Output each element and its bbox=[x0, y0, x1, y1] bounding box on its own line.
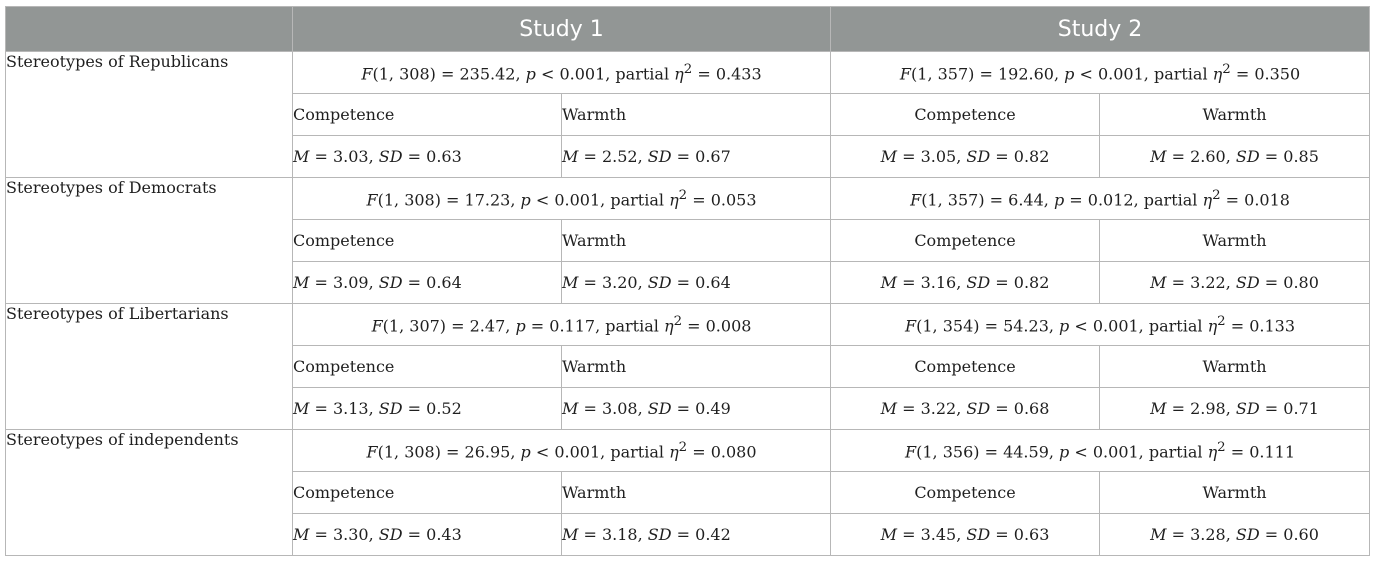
warmth-label: Warmth bbox=[1100, 220, 1370, 262]
f-stat-cell: F(1, 308) = 26.95, p < 0.001, partial $\eta^2 = 0.080$ bbox=[293, 430, 831, 472]
mean-sd-cell: M = 3.13, SD = 0.52 bbox=[293, 388, 562, 430]
mean-sd-cell: M = 3.16, SD = 0.82 bbox=[831, 262, 1100, 304]
table-row bbox=[6, 52, 1370, 94]
warmth-label: Warmth bbox=[562, 472, 831, 514]
mean-sd-cell: M = 3.22, SD = 0.68 bbox=[831, 388, 1100, 430]
mean-sd-cell: M = 2.52, SD = 0.67 bbox=[562, 136, 831, 178]
f-stat-cell: F(1, 308) = 235.42, p < 0.001, partial $\eta^2 = 0.433$ bbox=[293, 52, 831, 94]
mean-sd-cell: M = 3.22, SD = 0.80 bbox=[1100, 262, 1370, 304]
row-label: Stereotypes of Libertarians bbox=[6, 304, 293, 430]
competence-label: Competence bbox=[293, 346, 562, 388]
header-study-2: Study 2 bbox=[831, 7, 1370, 52]
warmth-label: Warmth bbox=[562, 346, 831, 388]
mean-sd-cell: M = 2.60, SD = 0.85 bbox=[1100, 136, 1370, 178]
mean-sd-cell: M = 2.98, SD = 0.71 bbox=[1100, 388, 1370, 430]
competence-label: Competence bbox=[831, 220, 1100, 262]
warmth-label: Warmth bbox=[1100, 346, 1370, 388]
mean-sd-cell: M = 3.08, SD = 0.49 bbox=[562, 388, 831, 430]
f-stat-cell: F(1, 357) = 6.44, p = 0.012, partial $\eta^2 = 0.018$ bbox=[831, 178, 1370, 220]
mean-sd-cell: M = 3.20, SD = 0.64 bbox=[562, 262, 831, 304]
mean-sd-cell: M = 3.30, SD = 0.43 bbox=[293, 514, 562, 556]
table-row bbox=[6, 430, 1370, 472]
f-stat-cell: F(1, 354) = 54.23, p < 0.001, partial $\eta^2 = 0.133$ bbox=[831, 304, 1370, 346]
competence-label: Competence bbox=[831, 346, 1100, 388]
competence-label: Competence bbox=[293, 472, 562, 514]
warmth-label: Warmth bbox=[562, 220, 831, 262]
f-stat-cell: F(1, 357) = 192.60, p < 0.001, partial $\eta^2 = 0.350$ bbox=[831, 52, 1370, 94]
warmth-label: Warmth bbox=[1100, 472, 1370, 514]
warmth-label: Warmth bbox=[1100, 94, 1370, 136]
f-stat-cell: F(1, 308) = 17.23, p < 0.001, partial $\eta^2 = 0.053$ bbox=[293, 178, 831, 220]
mean-sd-cell: M = 3.28, SD = 0.60 bbox=[1100, 514, 1370, 556]
row-label: Stereotypes of Republicans bbox=[6, 52, 293, 178]
mean-sd-cell: M = 3.05, SD = 0.82 bbox=[831, 136, 1100, 178]
mean-sd-cell: M = 3.18, SD = 0.42 bbox=[562, 514, 831, 556]
f-stat-cell: F(1, 356) = 44.59, p < 0.001, partial $\eta^2 = 0.111$ bbox=[831, 430, 1370, 472]
header-row bbox=[6, 7, 1370, 52]
competence-label: Competence bbox=[293, 94, 562, 136]
table-row bbox=[6, 304, 1370, 346]
mean-sd-cell: M = 3.09, SD = 0.64 bbox=[293, 262, 562, 304]
stereotype-anova-table bbox=[5, 6, 1370, 556]
row-label: Stereotypes of independents bbox=[6, 430, 293, 556]
competence-label: Competence bbox=[293, 220, 562, 262]
competence-label: Competence bbox=[831, 472, 1100, 514]
warmth-label: Warmth bbox=[562, 94, 831, 136]
mean-sd-cell: M = 3.03, SD = 0.63 bbox=[293, 136, 562, 178]
table-row bbox=[6, 178, 1370, 220]
mean-sd-cell: M = 3.45, SD = 0.63 bbox=[831, 514, 1100, 556]
f-stat-cell: F(1, 307) = 2.47, p = 0.117, partial $\eta^2 = 0.008$ bbox=[293, 304, 831, 346]
header-blank bbox=[6, 7, 293, 52]
row-label: Stereotypes of Democrats bbox=[6, 178, 293, 304]
header-study-1: Study 1 bbox=[293, 7, 831, 52]
competence-label: Competence bbox=[831, 94, 1100, 136]
